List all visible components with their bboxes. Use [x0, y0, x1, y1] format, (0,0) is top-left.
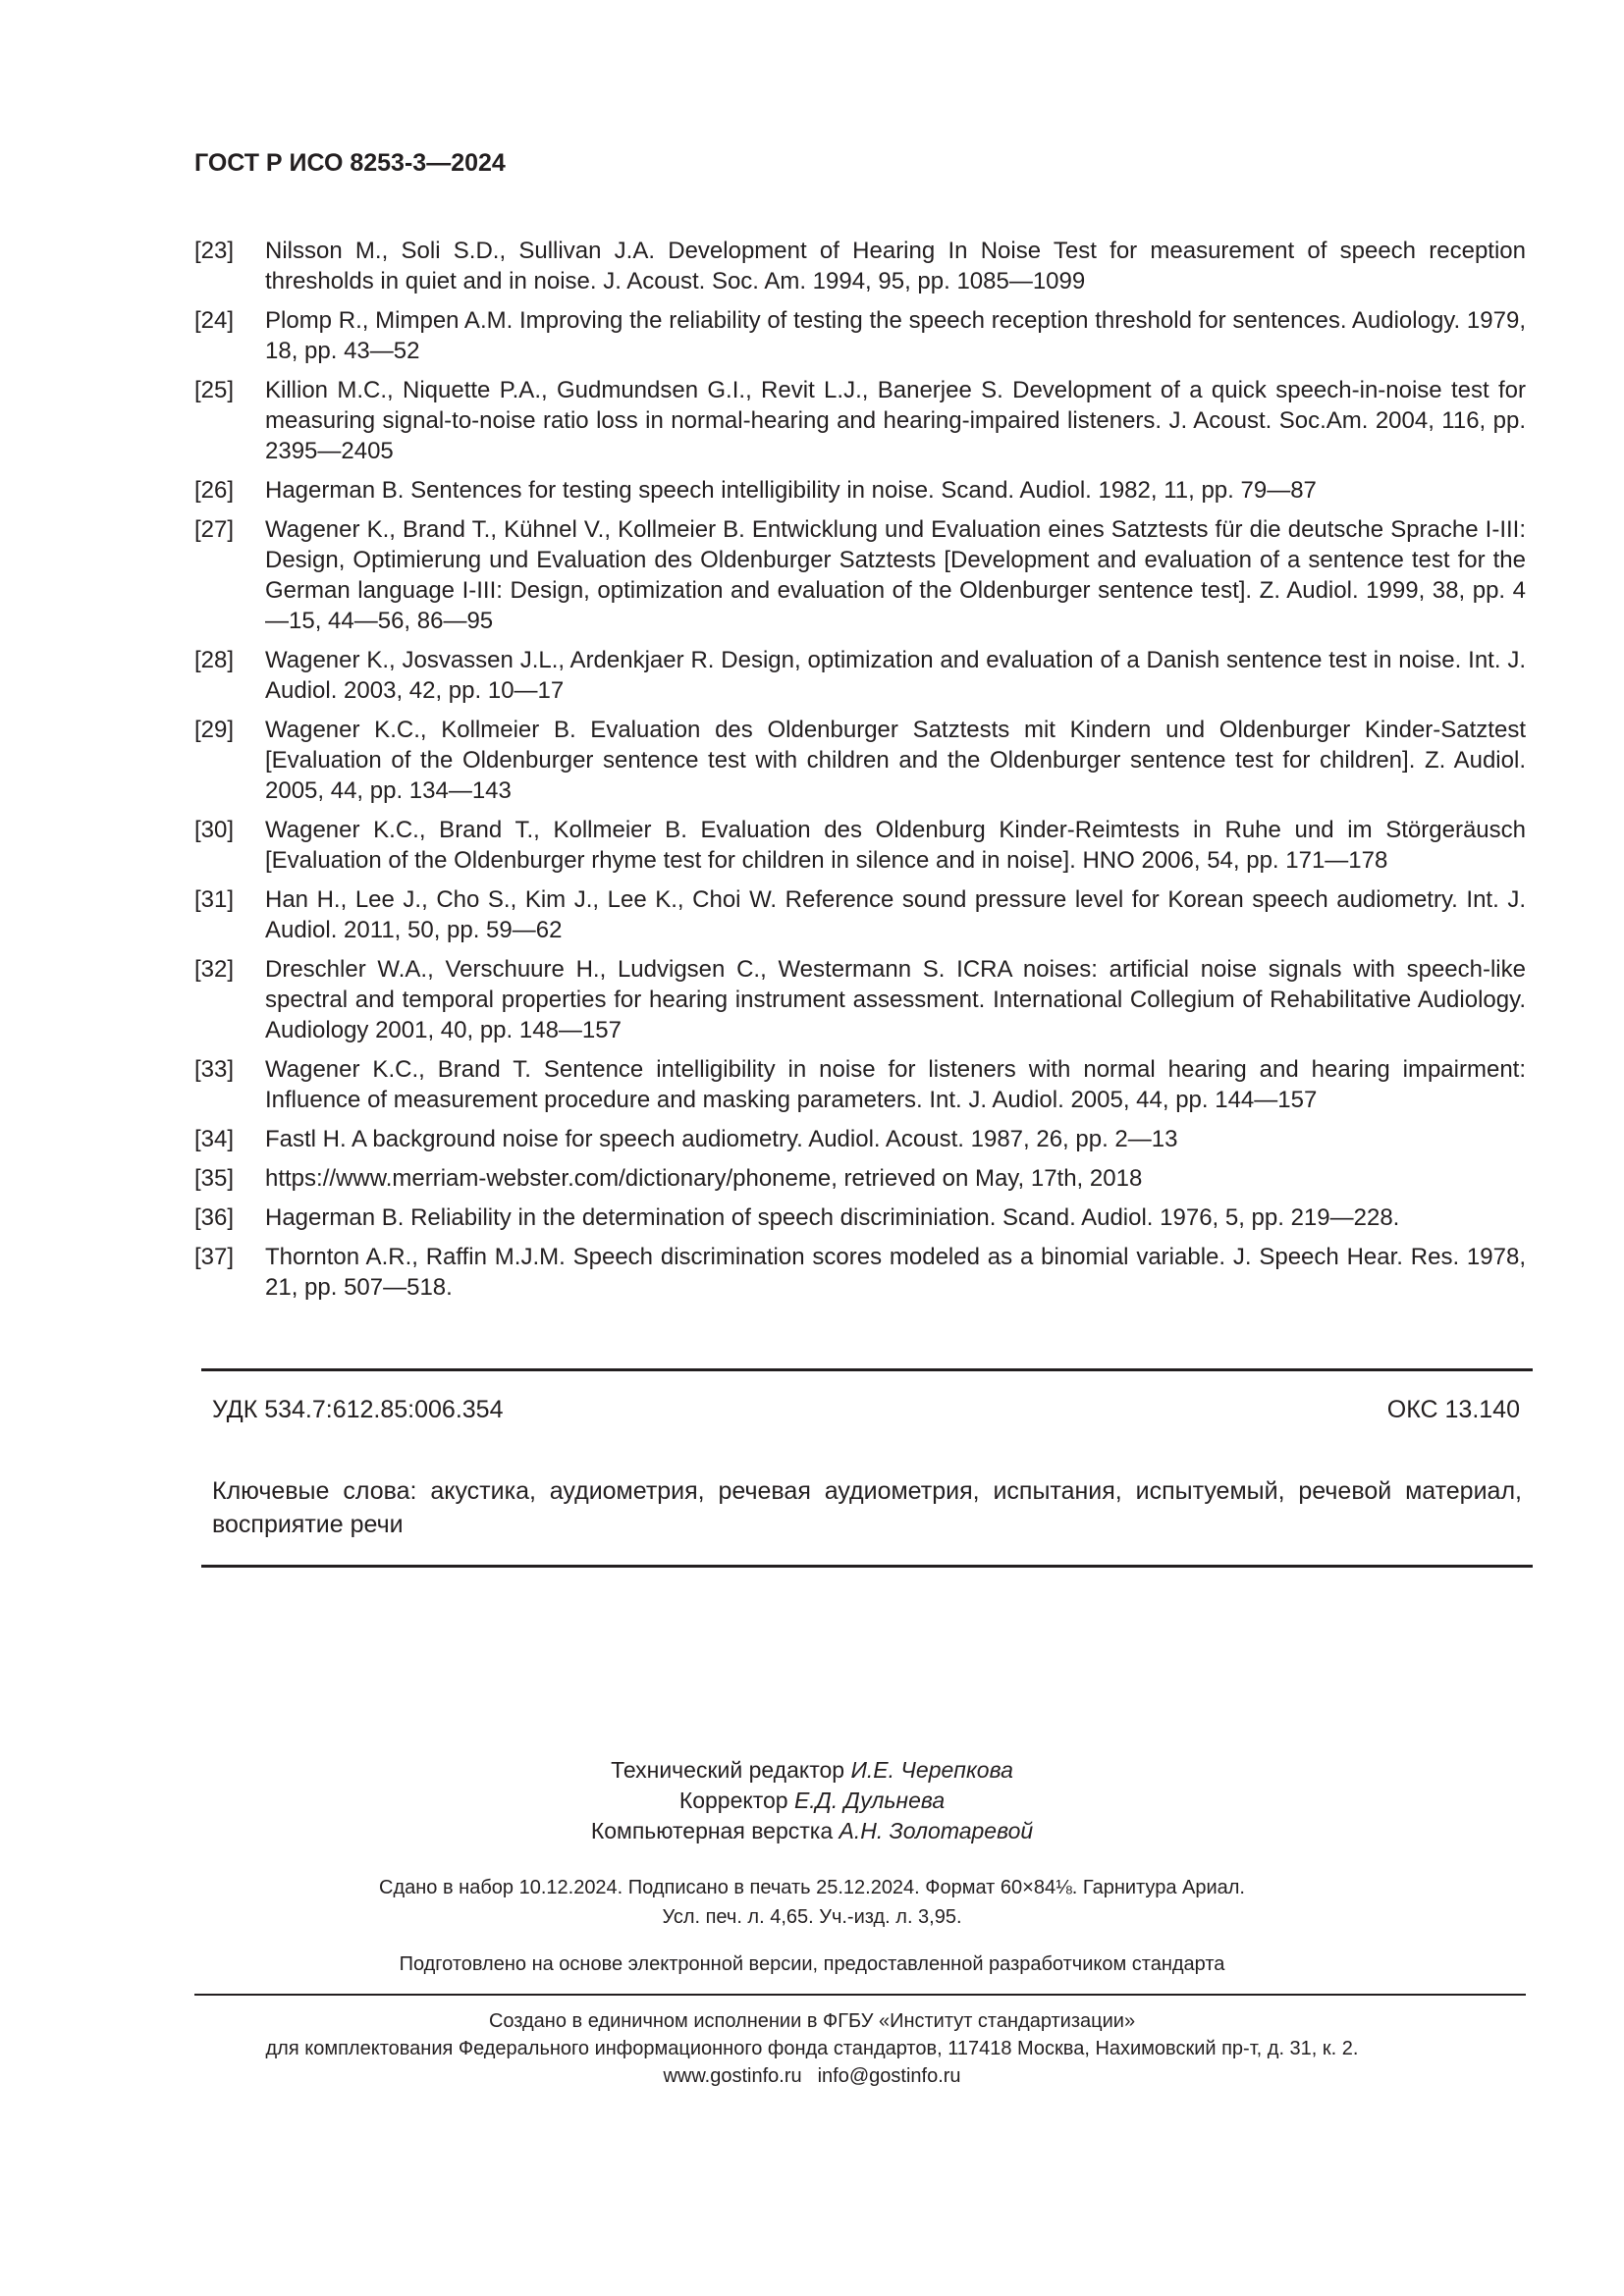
credit-label: Компьютерная верстка [590, 1818, 834, 1843]
reference-text: Wagener K., Brand T., Kühnel V., Kollmeier B. Entwicklung und Evaluation eines Satztests für die deutsche Sprache I-III: Design, Optimierung und Evaluation des Oldenburger Satztests [Development and evaluation of a sentence test for the German language I-III: Design, optimization and evaluation of the Oldenburger sentence test]. Z. Audiol. 1999, 38, pp. 4—15, 44—56, 86—95 [265, 516, 1526, 634]
prepared-note: Подготовлено на основе электронной версии, предоставленной разработчиком стандарта [399, 1953, 1225, 1975]
divider-middle [201, 1565, 1533, 1568]
bibliography-item [194, 954, 1526, 1045]
bibliography-item [194, 645, 1526, 706]
credit-layout [0, 1816, 1624, 1846]
oks-code: ОКС 13.140 [1386, 1396, 1520, 1423]
reference-number: [28] [194, 647, 235, 673]
reference-text: Fastl H. A background noise for speech audiometry. Audiol. Acoust. 1987, 26, pp. 2—13 [265, 1126, 1178, 1152]
reference-number: [32] [194, 956, 235, 983]
credit-name: А.Н. Золотаревой [839, 1818, 1034, 1843]
reference-text: Nilsson M., Soli S.D., Sullivan J.A. Development of Hearing In Noise Test for measurement of speech reception thresholds in quiet and in noise. J. Acoust. Soc. Am. 1994, 95, pp. 1085—1099 [265, 238, 1526, 294]
reference-text: Hagerman B. Reliability in the determination of speech discriminiation. Scand. Audiol. 1976, 5, pp. 219—228. [265, 1204, 1400, 1231]
bibliography-item [194, 1124, 1526, 1154]
bibliography-item [194, 1163, 1526, 1194]
reference-text: Wagener K., Josvassen J.L., Ardenkjaer R. Design, optimization and evaluation of a Danish sentence test in noise. Int. J. Audiol. 2003, 42, pp. 10—17 [265, 647, 1526, 704]
reference-text: Dreschler W.A., Verschuure H., Ludvigsen C., Westermann S. ICRA noises: artificial noise signals with speech-like spectral and temporal properties for hearing instrument assessment. International Collegium of Rehabilitative Audiology. Audiology 2001, 40, pp. 148—157 [265, 956, 1526, 1043]
footer-contacts [0, 2062, 1624, 2090]
publishing-line-2: Усл. печ. л. 4,65. Уч.-изд. л. 3,95. [662, 1906, 962, 1928]
reference-text: Han H., Lee J., Cho S., Kim J., Lee K., Choi W. Reference sound pressure level for Korean speech audiometry. Int. J. Audiol. 2011, 50, pp. 59—62 [265, 886, 1526, 943]
credit-proofreader [0, 1786, 1624, 1816]
credit-label: Корректор [678, 1788, 788, 1813]
reference-number: [24] [194, 307, 235, 334]
credit-name: И.Е. Черепкова [850, 1757, 1013, 1783]
reference-number: [35] [194, 1165, 235, 1192]
reference-number: [33] [194, 1056, 235, 1083]
reference-text: Wagener K.C., Brand T. Sentence intelligibility in noise for listeners with normal hearing and hearing impairment: Influence of measurement procedure and masking parameters. Int. J. Audiol. 2005, 44, pp. 144—157 [265, 1056, 1526, 1113]
reference-text: Wagener K.C., Brand T., Kollmeier B. Evaluation des Oldenburg Kinder-Reimtests in Ruhe und im Störgeräusch [Evaluation of the Oldenburger rhyme test for children in silence and in noise]. HNO 2006, 54, pp. 171—178 [265, 817, 1526, 874]
bibliography-item [194, 884, 1526, 945]
reference-text: Plomp R., Mimpen A.M. Improving the reliability of testing the speech reception threshold for sentences. Audiology. 1979, 18, pp. 43—52 [265, 307, 1526, 364]
divider-bottom [194, 1994, 1526, 1996]
reference-text: Wagener K.C., Kollmeier B. Evaluation des Oldenburger Satztests mit Kindern und Oldenburger Kinder-Satztest [Evaluation of the Oldenburger sentence test with children and the Oldenburger sentence test for children]. Z. Audiol. 2005, 44, pp. 134—143 [265, 717, 1526, 804]
reference-number: [36] [194, 1204, 235, 1231]
reference-number: [30] [194, 817, 235, 843]
reference-number: [25] [194, 377, 235, 403]
reference-text: Thornton A.R., Raffin M.J.M. Speech discrimination scores modeled as a binomial variable. J. Speech Hear. Res. 1978, 21, pp. 507—518. [265, 1244, 1526, 1301]
bibliography-item [194, 236, 1526, 296]
footer-purpose: для комплектования Федерального информационного фонда стандартов, 117418 Москва, Нахимовский пр-т, д. 31, к. 2. [265, 2038, 1359, 2059]
udk-code: УДК 534.7:612.85:006.354 [212, 1396, 504, 1423]
reference-text: Hagerman B. Sentences for testing speech intelligibility in noise. Scand. Audiol. 1982, 11, pp. 79—87 [265, 477, 1317, 504]
bibliography-item [194, 715, 1526, 806]
reference-number: [29] [194, 717, 235, 743]
publishing-line-1: Сдано в набор 10.12.2024. Подписано в печать 25.12.2024. Формат 60×84⅛. Гарнитура Ариал. [379, 1877, 1245, 1898]
bibliography-item [194, 305, 1526, 366]
bibliography-item [194, 475, 1526, 506]
reference-text: Killion M.C., Niquette P.A., Gudmundsen G.I., Revit L.J., Banerjee S. Development of a quick speech-in-noise test for measuring signal-to-noise ratio loss in normal-hearing and hearing-impaired listeners. J. Acoust. Soc.Am. 2004, 116, pp. 2395—2405 [265, 377, 1526, 464]
bibliography-item [194, 1202, 1526, 1233]
credits-block [0, 1755, 1624, 1846]
document-code: ГОСТ Р ИСО 8253-3—2024 [194, 149, 506, 177]
footer-created: Создано в единичном исполнении в ФГБУ «Институт стандартизации» [488, 2010, 1136, 2032]
footer-block [0, 2007, 1624, 2090]
reference-number: [31] [194, 886, 235, 913]
keywords: Ключевые слова: акустика, аудиометрия, речевая аудиометрия, испытания, испытуемый, речевой материал, восприятие речи [212, 1477, 1522, 1538]
reference-number: [37] [194, 1244, 235, 1270]
bibliography-list [194, 236, 1526, 1311]
bibliography-item [194, 1242, 1526, 1303]
reference-number: [27] [194, 516, 235, 543]
bibliography-item [194, 1054, 1526, 1115]
publishing-info [0, 1873, 1624, 1932]
credit-name: Е.Д. Дульнева [793, 1788, 946, 1813]
reference-number: [34] [194, 1126, 235, 1152]
bibliography-item [194, 514, 1526, 636]
divider-top [201, 1368, 1533, 1371]
reference-number: [23] [194, 238, 235, 264]
email-link[interactable]: info@gostinfo.ru [817, 2065, 961, 2087]
reference-number: [26] [194, 477, 235, 504]
website-link[interactable]: www.gostinfo.ru [663, 2065, 802, 2087]
bibliography-item [194, 815, 1526, 876]
reference-link-text[interactable]: https://www.merriam-webster.com/dictionary/phoneme, retrieved on May, 17th, 2018 [265, 1165, 1143, 1192]
bibliography-item [194, 375, 1526, 466]
credit-tech-editor [0, 1755, 1624, 1786]
credit-label: Технический редактор [611, 1757, 845, 1783]
